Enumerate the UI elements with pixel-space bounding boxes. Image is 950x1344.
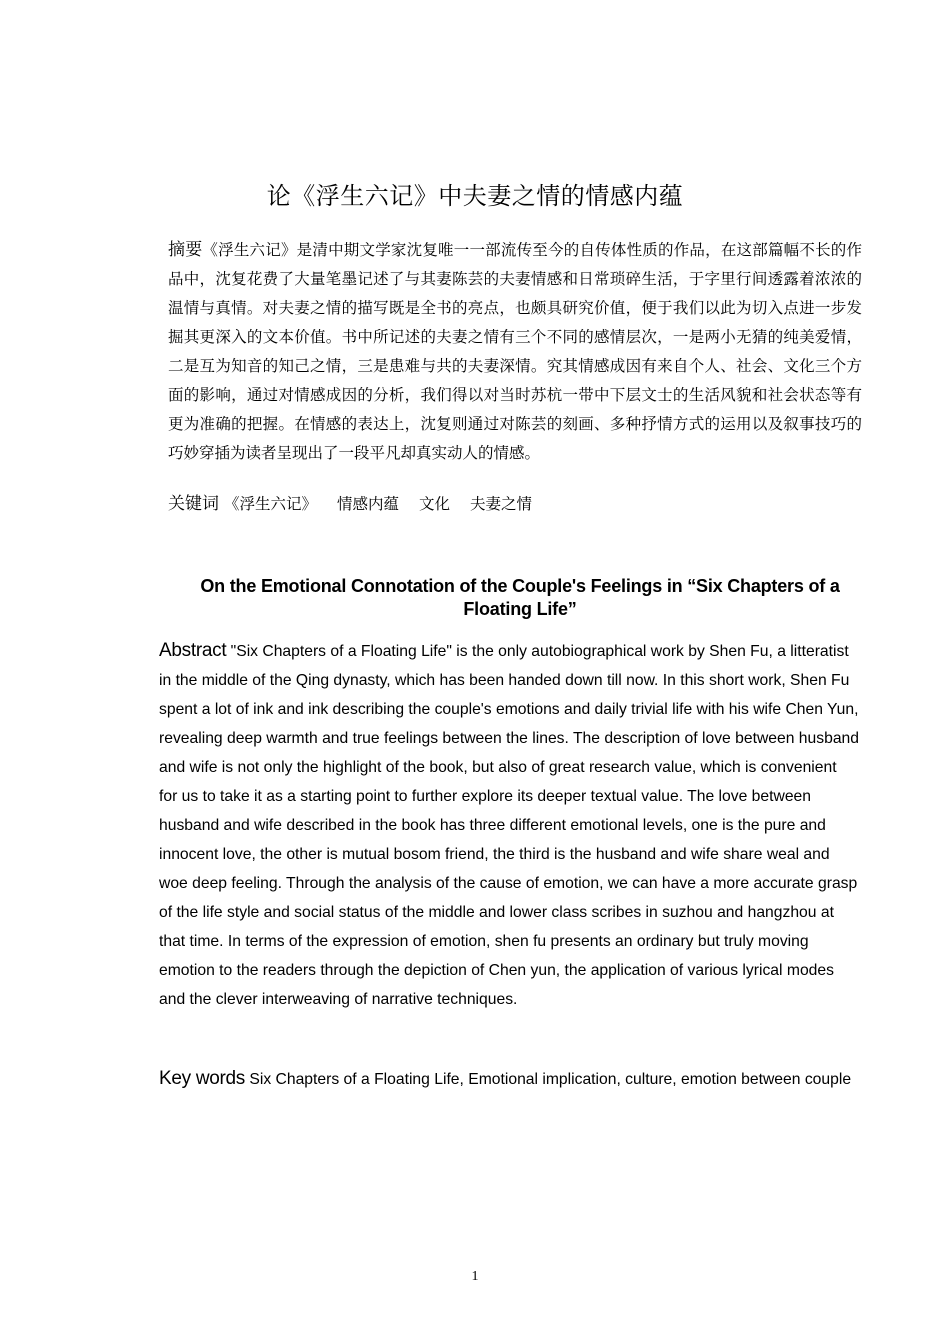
chinese-abstract-label: 摘要 (168, 240, 203, 260)
chinese-keywords-label: 关键词 (168, 494, 219, 514)
page-number: 1 (471, 1269, 479, 1284)
chinese-abstract (168, 236, 862, 468)
chinese-abstract-text: 《浮生六记》是清中期文学家沈复唯一一部流传至今的自传体性质的作品，在这部篇幅不长的作品中，沈复花费了大量笔墨记述了与其妻陈芸的夫妻情感和日常琐碎生活，于字里行间透露着浓浓的温情与真情。对夫妻之情的描写既是全书的亮点，也颇具研究价值，便于我们以此为切入点进一步发掘其更深入的文本价值。书中所记述的夫妻之情有三个不同的感情层次，一是两小无猜的纯美爱情，二是互为知音的知己之情，三是患难与共的夫妻深情。究其情感成因有来自个人、社会、文化三个方面的影响，通过对情感成因的分析，我们得以对当时苏杭一带中下层文士的生活风貌和社会状态等有更为准确的把握。在情感的表达上，沈复则通过对陈芸的刻画、多种抒情方式的运用以及叙事技巧的巧妙穿插为读者呈现出了一段平凡却真实动人的情感。 (168, 241, 862, 462)
chinese-keywords (168, 490, 862, 518)
english-keywords-text: Six Chapters of a Floating Life, Emotional implication, culture, emotion between couple (249, 1071, 852, 1088)
chinese-title: 论《浮生六记》中夫妻之情的情感内蕴 (266, 182, 684, 210)
english-keywords-label: Key words (159, 1068, 246, 1089)
chinese-keyword: 《浮生六记》 (223, 495, 317, 513)
english-abstract-label: Abstract (159, 640, 227, 661)
english-abstract (159, 636, 859, 1014)
english-keywords (159, 1064, 859, 1094)
english-abstract-text: "Six Chapters of a Floating Life" is the only autobiographical work by Shen Fu, a litteratist in the middle of the Qing dynasty, which has been handed down till now. In this short work, Shen Fu spent a lot of ink and ink describing the couple's emotions and daily trivial life with his wife Chen Yun, revealing deep warmth and true feelings between the lines. The description of love between husband and wife is not only the highlight of the book, but also of great research value, which is convenient for us to take it as a starting point to further explore its deeper textual value. The love between husband and wife described in the book has three different emotional levels, one is the pure and innocent love, the other is mutual bosom friend, the third is the husband and wife share weal and woe deep feeling. Through the analysis of the cause of emotion, we can have a more accurate grasp of the life style and social status of the middle and lower class scribes in suzhou and hangzhou at that time. In terms of the expression of emotion, shen fu presents an ordinary but truly moving emotion to the readers through the depiction of Chen yun, the application of various lyrical modes and the clever interweaving of narrative techniques. (159, 643, 860, 1008)
english-title: On the Emotional Connotation of the Couple's Feelings in “Six Chapters of a Floating Life” (200, 576, 840, 619)
chinese-keyword: 情感内蕴 (336, 495, 399, 513)
chinese-keyword: 夫妻之情 (469, 495, 532, 513)
chinese-keyword: 文化 (418, 495, 450, 513)
